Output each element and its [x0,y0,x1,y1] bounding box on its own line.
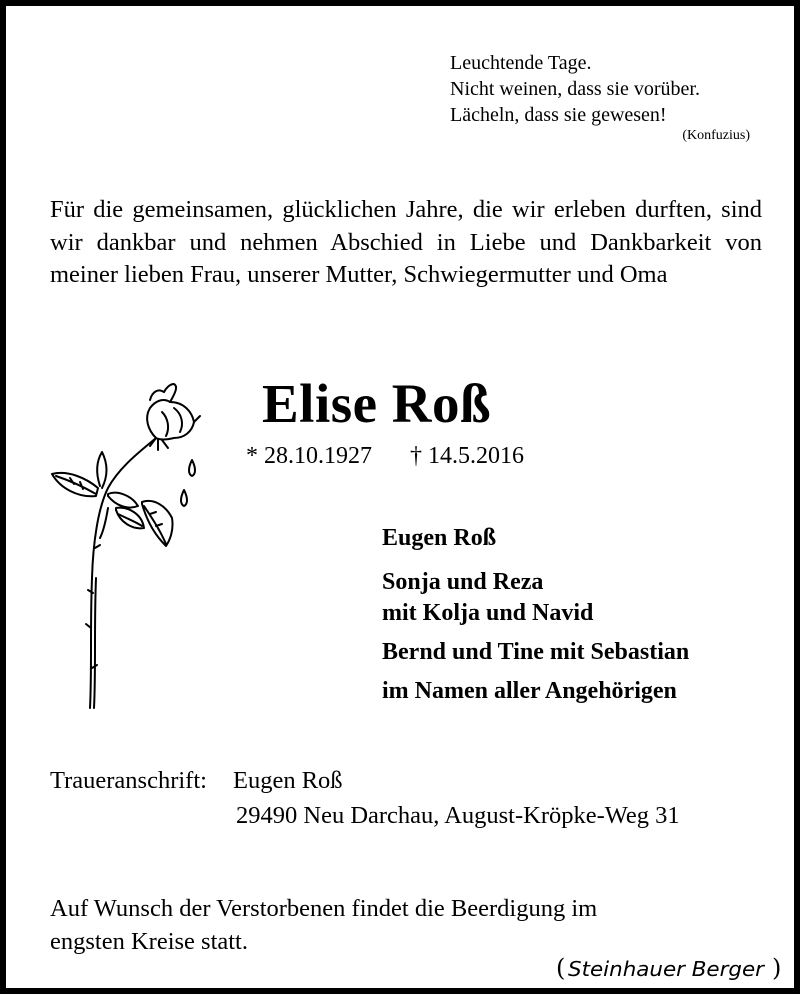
mourner-line-4: Bernd und Tine mit Sebastian [382,639,690,665]
funeral-note [50,892,750,958]
svg-text:): ) [772,954,782,982]
mourner-line-3: mit Kolja und Navid [382,600,594,626]
quote-line-3: Lächeln, dass sie gewesen! [450,104,667,126]
mourner-line-5: im Namen aller Angehörigen [382,678,677,704]
quote-author: (Konfuzius) [682,128,750,143]
quote-line-2: Nicht weinen, dass sie vorüber. [450,78,700,100]
funeral-note-line-1: Auf Wunsch der Verstorbenen findet die Beerdigung im [50,895,598,922]
death-date: † 14.5.2016 [410,443,524,469]
address-name: Eugen Roß [233,767,343,794]
life-dates [246,441,524,471]
intro-text: Für die gemeinsamen, glücklichen Jahre, die wir erleben durften, sind wir dankbar und nehmen Abschied in Liebe und Dankbarkeit von meiner lieben Frau, unserer Mutter, Schwiegermutter und Oma [50,196,762,288]
address-label: Traueranschrift: [50,767,207,794]
mourners-list [382,523,689,707]
quote-block [450,50,750,144]
svg-text:(: ( [556,954,566,982]
mourner-line-2: Sonja und Reza [382,569,544,595]
mourner-line-1: Eugen Roß [382,525,497,551]
quote-line-1: Leuchtende Tage. [450,52,592,74]
deceased-name: Elise Roß [262,373,492,434]
rose-illustration-icon [46,378,206,718]
address-street: 29490 Neu Darchau, August-Kröpke-Weg 31 [236,802,680,829]
funeral-note-line-2: engsten Kreise statt. [50,928,248,955]
undertaker-signature-logo [554,950,786,986]
svg-text:Steinhauer Berger: Steinhauer Berger [568,957,766,981]
birth-date: * 28.10.1927 [246,443,372,469]
